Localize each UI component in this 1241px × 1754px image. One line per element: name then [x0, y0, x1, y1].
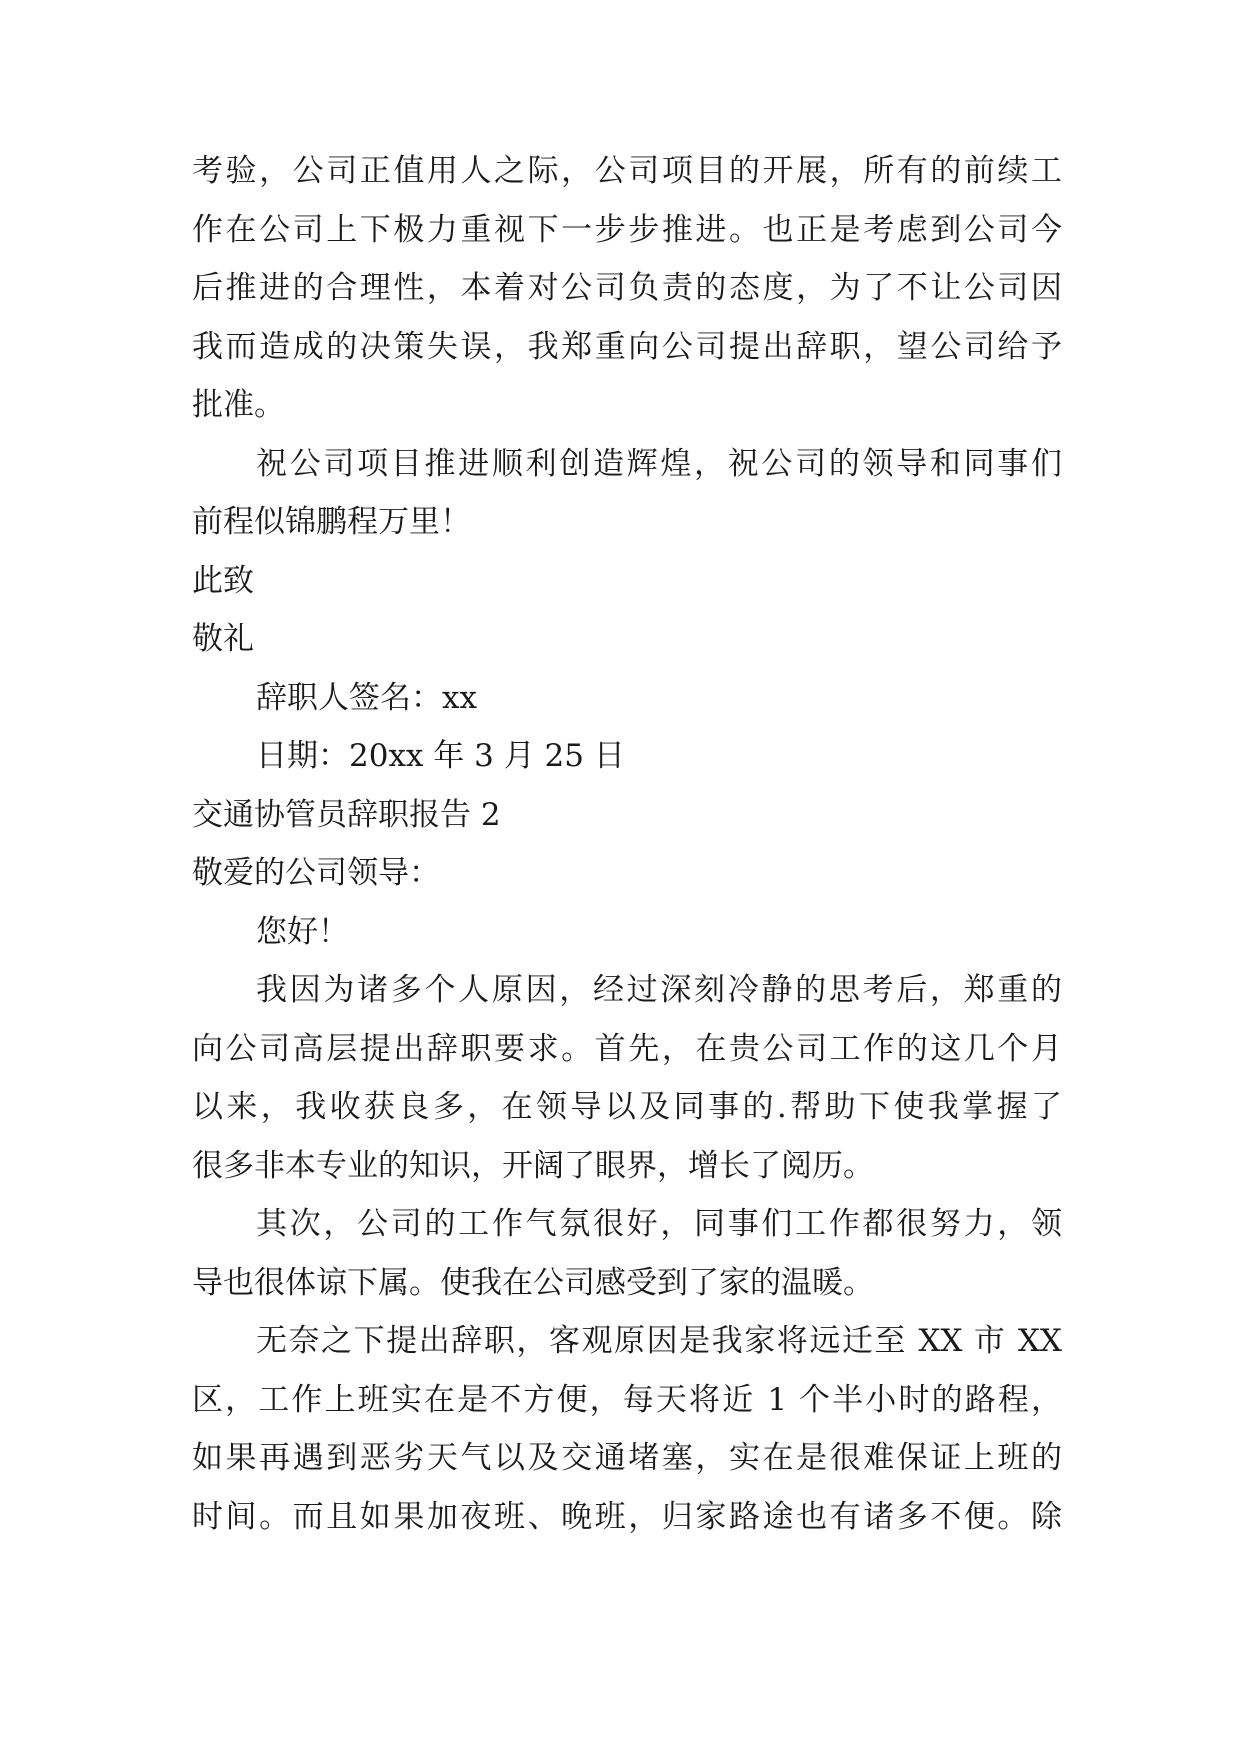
text-line: 导也很体谅下属。使我在公司感受到了家的温暖。 [192, 1264, 874, 1301]
document-body [192, 142, 1062, 1546]
text-line: 前程似锦鹏程万里！ [192, 504, 471, 540]
text-line: 很多非本专业的知识，开阔了眼界，增长了阅历。 [192, 1147, 874, 1184]
text-line: 作在公司上下极力重视下一步步推进。也正是考虑到公司今 [192, 211, 1062, 248]
text-line: 时间。而且如果加夜班、晚班，归家路途也有诸多不便。除 [192, 1498, 1062, 1535]
text-line: 批准。 [192, 387, 285, 423]
text-line: 以来，我收获良多，在领导以及同事的.帮助下使我掌握了 [192, 1089, 1062, 1125]
text-line: 其次，公司的工作气氛很好，同事们工作都很努力，领 [256, 1206, 1062, 1242]
text-line: 区，工作上班实在是不方便，每天将近 1 个半小时的路程， [192, 1381, 1062, 1418]
text-line: 您好！ [256, 913, 349, 950]
text-line: 我因为诸多个人原因，经过深刻冷静的思考后，郑重的 [256, 972, 1062, 1008]
text-line: 辞职人签名：xx [256, 679, 477, 716]
text-line: 日期：20xx 年 3 月 25 日 [256, 738, 625, 774]
text-line: 交通协管员辞职报告 2 [192, 796, 501, 833]
text-line: 向公司高层提出辞职要求。首先，在贵公司工作的这几个月 [192, 1030, 1062, 1067]
text-line: 无奈之下提出辞职，客观原因是我家将远迁至 XX 市 XX [256, 1323, 1062, 1359]
text-line: 此致 [192, 562, 254, 599]
text-line: 考验，公司正值用人之际，公司项目的开展，所有的前续工 [192, 153, 1062, 189]
text-line: 后推进的合理性，本着对公司负责的态度，为了不让公司因 [192, 270, 1062, 306]
text-line: 敬爱的公司领导： [192, 855, 440, 891]
text-line: 敬礼 [192, 621, 254, 657]
text-line: 我而造成的决策失误，我郑重向公司提出辞职，望公司给予 [192, 328, 1062, 365]
text-line: 祝公司项目推进顺利创造辉煌，祝公司的领导和同事们 [256, 445, 1062, 482]
text-line: 如果再遇到恶劣天气以及交通堵塞，实在是很难保证上班的 [192, 1440, 1062, 1476]
